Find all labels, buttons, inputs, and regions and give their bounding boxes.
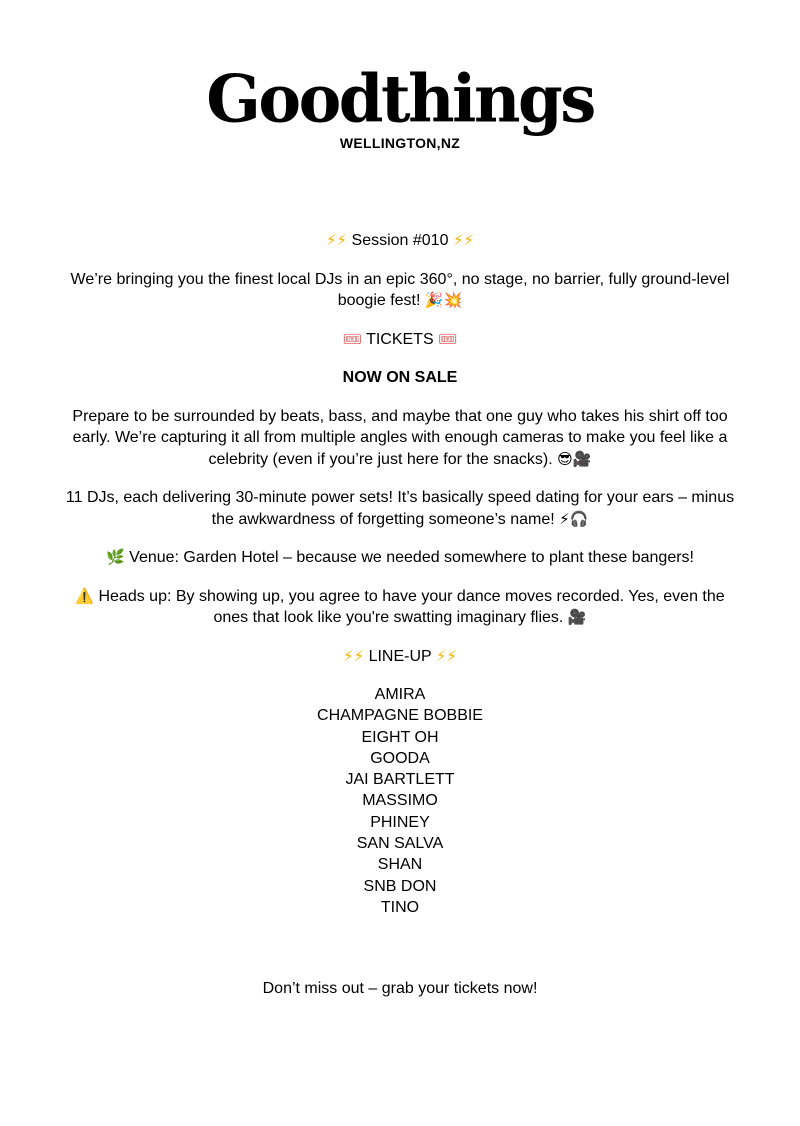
cameras-text: Prepare to be surrounded by beats, bass, and maybe that one guy who takes his shirt off too early. We’re capturing it all from multiple angles with enough cameras to make you feel like a celebrity (even if you’re just here for the snacks).: [72, 407, 728, 468]
tickets-heading: [60, 329, 740, 351]
session-title: Session #010: [351, 232, 449, 249]
location-label: WELLINGTON,NZ: [339, 135, 461, 151]
lineup-item: CHAMPAGNE BOBBIE: [317, 707, 483, 725]
lineup-item: JAI BARTLETT: [345, 771, 455, 789]
brand-wordmark: Goodthings: [206, 60, 594, 139]
session-heading: [60, 230, 740, 252]
lineup-list: [60, 684, 740, 918]
intro-text: We’re bringing you the finest local DJs in an epic 360°, no stage, no barrier, fully ground-level boogie fest!: [70, 270, 730, 309]
party-icon: 🎉💥: [424, 291, 463, 309]
heads-up-paragraph: [60, 586, 740, 629]
lightning-headphones-icon: ⚡🎧: [559, 509, 589, 528]
venue-text: Venue: Garden Hotel – because we needed somewhere to plant these bangers!: [129, 549, 694, 566]
lineup-item: SHAN: [377, 856, 423, 874]
djs-text: 11 DJs, each delivering 30-minute power sets! It’s basically speed dating for your ears – minus the awkwardness of forgetting someone’s name!: [65, 489, 735, 528]
lightning-icon: ⚡⚡: [343, 646, 365, 665]
lineup-item: TINO: [380, 898, 420, 916]
lineup-item: PHINEY: [370, 813, 430, 831]
lightning-icon: ⚡⚡: [452, 231, 475, 249]
lineup-item: EIGHT OH: [361, 728, 439, 746]
cameras-paragraph: [60, 406, 740, 471]
intro-paragraph: [60, 269, 740, 312]
lineup-title: LINE-UP: [368, 647, 432, 665]
camera-icon: 🎥: [567, 608, 587, 626]
warning-icon: ⚠️: [75, 586, 95, 605]
tickets-label: TICKETS: [366, 330, 434, 348]
ticket-icon: 🎟: [342, 329, 362, 348]
ticket-icon: 🎟: [438, 329, 458, 348]
lineup-heading: [60, 646, 740, 668]
tickets-status: NOW ON SALE: [342, 369, 458, 386]
logo-block: [0, 62, 800, 152]
lightning-icon: ⚡⚡: [435, 646, 457, 665]
closing-line: Don’t miss out – grab your tickets now!: [262, 980, 538, 997]
djs-paragraph: [60, 487, 740, 530]
lineup-item: GOODA: [370, 749, 430, 767]
email-body: [60, 230, 740, 918]
venue-paragraph: [60, 547, 740, 569]
lightning-icon: ⚡⚡: [325, 231, 348, 249]
heads-up-text: Heads up: By showing up, you agree to have your dance moves recorded. Yes, even the ones that look like you're swatting imaginary flies.: [98, 587, 725, 626]
lineup-item: SAN SALVA: [356, 835, 444, 853]
lineup-item: SNB DON: [363, 877, 437, 895]
lineup-item: MASSIMO: [362, 792, 438, 810]
sunglasses-camera-icon: 😎🎥: [557, 449, 592, 468]
leaf-icon: 🌿: [106, 548, 125, 566]
lineup-item: AMIRA: [374, 686, 426, 703]
